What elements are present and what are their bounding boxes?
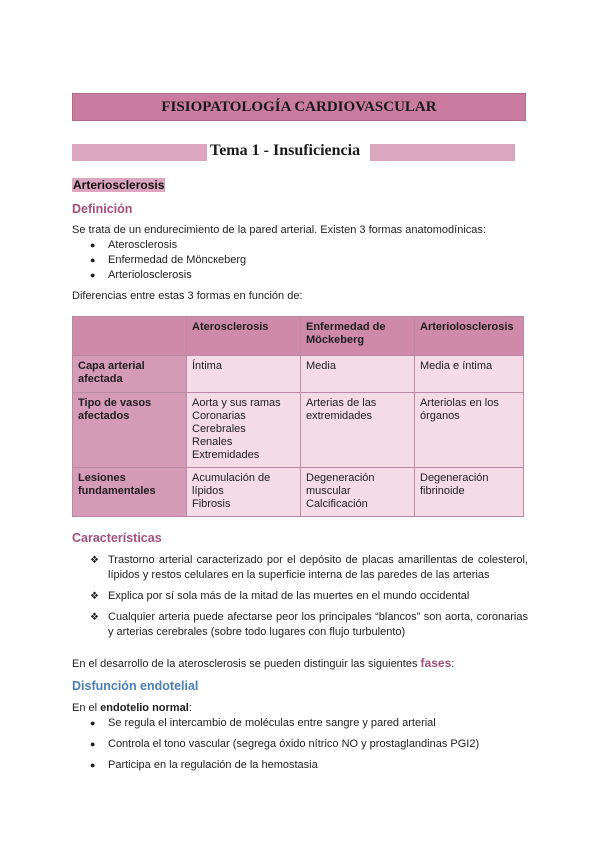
table-cell: Degeneración fibrinoide — [415, 468, 524, 517]
table-header-cell: Arteriolosclerosis — [415, 317, 524, 356]
bullet-icon: ● — [90, 240, 96, 250]
caracteristicas-list — [90, 553, 528, 646]
list-item: ● Se regula el intercambio de moléculas entre sangre y pared arterial — [90, 717, 436, 729]
table-cell: Arterias de las extremidades — [301, 393, 415, 468]
diamond-bullet-icon: ❖ — [90, 591, 99, 602]
table-cell: Arteriolas en los órganos — [415, 393, 524, 468]
table-cell: Degeneración muscular Calcificación — [301, 468, 415, 517]
table-row — [73, 356, 524, 393]
table-cell: Media e íntima — [415, 356, 524, 393]
bullet-icon: ● — [90, 270, 96, 280]
list-item: ● Aterosclerosis — [90, 239, 178, 251]
table-cell: Íntima — [187, 356, 301, 393]
definicion-intro: Se trata de un endurecimiento de la pared arterial. Existen 3 formas anatomodínicas: — [72, 224, 486, 236]
table-header-cell: Enfermedad de Möckeberg — [301, 317, 415, 356]
list-item: ● Enfermedad de Möncкeberg — [90, 254, 247, 266]
bullet-icon: ● — [90, 718, 96, 728]
row-label: Capa arterial afectada — [73, 356, 187, 393]
tema-row — [72, 142, 515, 162]
list-item: ❖ Trastorno arterial caracterizado por el depósito de placas amarillentas de colesterol, lípidos y restos celulares en la superficie interna de las paredes de las arterias — [90, 554, 528, 581]
fases-text: En el desarrollo de la aterosclerosis se pueden distinguir las siguientes fases: — [72, 656, 455, 670]
bullet-icon: ● — [90, 255, 96, 265]
table-cell: Aorta y sus ramas Coronarias Cerebrales Renales Extremidades — [187, 393, 301, 468]
comparison-table — [72, 316, 524, 517]
title-banner — [72, 93, 526, 121]
tema-bar-left — [72, 144, 207, 161]
caracteristicas-heading: Características — [72, 531, 162, 545]
table-cell: Media — [301, 356, 415, 393]
table-cell: Acumulación de lípidos Fibrosis — [187, 468, 301, 517]
fases-accent: fases — [420, 656, 452, 670]
table-row — [73, 468, 524, 517]
endotelio-list — [90, 716, 479, 773]
table-row — [73, 393, 524, 468]
bullet-icon: ● — [90, 739, 96, 749]
list-item: ● Controla el tono vascular (segrega óxido nítrico NO y prostaglandinas PGI2) — [90, 738, 480, 750]
document-title: FISIOPATOLOGÍA CARDIOVASCULAR — [161, 98, 437, 115]
list-item: ❖ Explica por sí sola más de la mitad de las muertes en el mundo occidental — [90, 590, 470, 602]
bullet-icon: ● — [90, 760, 96, 770]
forms-list — [90, 238, 246, 283]
diamond-bullet-icon: ❖ — [90, 555, 99, 566]
list-item: ● Arteriolosclerosis — [90, 269, 192, 281]
disfuncion-heading: Disfunción endotelial — [72, 679, 199, 693]
section-heading: Arteriosclerosis — [73, 178, 165, 192]
table-header-cell: Aterosclerosis — [187, 317, 301, 356]
table-header-cell — [73, 317, 187, 356]
list-item: ● Participa en la regulación de la hemostasia — [90, 759, 318, 771]
table-header-row — [73, 317, 524, 356]
row-label: Lesiones fundamentales — [73, 468, 187, 517]
list-item: ❖ Cualquier arteria puede afectarse peor los principales “blancos” son aorta, coronarias y arterias cerebrales (sobre todo lugares con flujo turbulento) — [90, 611, 528, 638]
row-label: Tipo de vasos afectados — [73, 393, 187, 468]
definicion-heading: Definición — [72, 202, 133, 216]
tema-bar-right — [370, 144, 515, 161]
endotelio-intro: En el endotelio normal: — [72, 702, 192, 714]
diff-text: Diferencias entre estas 3 formas en función de: — [72, 290, 303, 302]
tema-title: Tema 1 - Insuficiencia — [210, 142, 361, 159]
diamond-bullet-icon: ❖ — [90, 612, 99, 623]
